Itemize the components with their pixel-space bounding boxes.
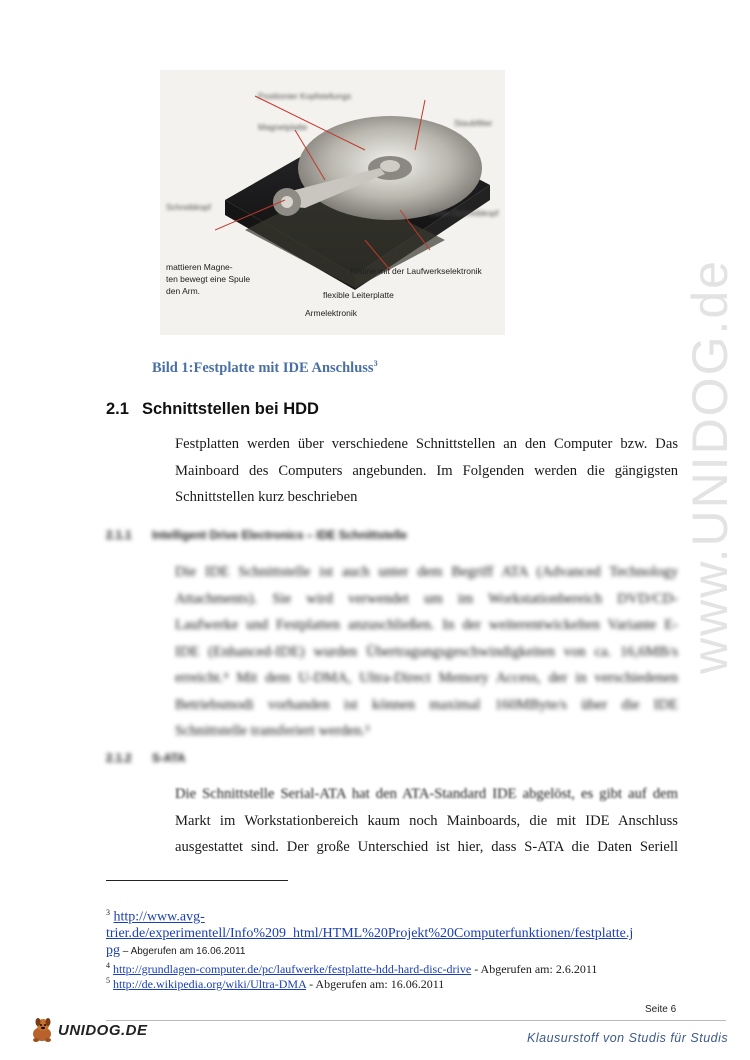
figure-label-platine: Platine mit der Laufwerkselektronik bbox=[350, 266, 482, 276]
subsection-2-title: S-ATA bbox=[152, 753, 186, 765]
figure-label-blurred-4: Lese-/Schreibkopf bbox=[430, 208, 499, 218]
footer-divider bbox=[106, 1020, 726, 1021]
figure-label-blurred-5: Schreibkopf bbox=[166, 202, 211, 212]
footnote-separator bbox=[106, 880, 288, 881]
subsection-1-line: IDE (Enhanced-IDE) wurden Übertragungsgeschwindigkeiten von ca. 16,6MB/s bbox=[175, 643, 678, 660]
footnote-3-link-1[interactable]: http://www.avg- bbox=[113, 909, 205, 925]
hard-drive-figure bbox=[160, 70, 505, 335]
footnote-5-date: - Abgerufen am: 16.06.2011 bbox=[306, 977, 445, 991]
figure-left-text-2: ten bewegt eine Spule bbox=[166, 274, 251, 284]
intro-line: Schnittstellen kurz beschrieben bbox=[175, 489, 358, 505]
footnote-4-number: 4 bbox=[106, 961, 110, 970]
subsection-1-paragraph bbox=[175, 559, 678, 745]
figure-label-blurred-3: Staubfilter bbox=[454, 118, 493, 128]
page-number: Seite 6 bbox=[645, 1004, 677, 1015]
figure-left-text-3: den Arm. bbox=[166, 286, 201, 296]
footnote-3-link-3[interactable]: pg bbox=[106, 942, 120, 958]
unidog-logo[interactable] bbox=[28, 1016, 148, 1044]
footnote-4-link[interactable]: http://grundlagen-computer.de/pc/laufwerke/festplatte-hdd-hard-disc-drive bbox=[113, 962, 472, 976]
subsection-2-line: Markt im Workstationbereich kaum noch Mainboards, die mit IDE Anschluss bbox=[175, 812, 678, 829]
footnote-5 bbox=[106, 973, 681, 992]
dog-icon bbox=[28, 1016, 56, 1044]
subsection-1-line: Laufwerke und Festplatten anzuschließen. In der weiterentwickelten Variante E- bbox=[175, 617, 678, 633]
figure-label-blurred-2: Magnetplatte bbox=[258, 122, 308, 132]
subsection-1-title: Intelligent Drive Electronics – IDE Schnittstelle bbox=[152, 530, 407, 542]
footnote-3-number: 3 bbox=[106, 908, 110, 917]
figure-left-text-1: mattieren Magne- bbox=[166, 262, 233, 272]
subsection-1-line: Attachments). Sie wird verwendet um im Workstationbereich DVD/CD- bbox=[175, 590, 678, 607]
intro-paragraph bbox=[175, 431, 678, 511]
footnote-3-date: – Abgerufen am 16.06.2011 bbox=[120, 945, 246, 957]
subsection-1-heading bbox=[106, 530, 407, 542]
figure-label-armelektronik: Armelektronik bbox=[305, 308, 357, 318]
caption-text: Bild 1:Festplatte mit IDE Anschluss bbox=[152, 359, 374, 376]
section-heading bbox=[106, 400, 319, 419]
section-title: Schnittstellen bei HDD bbox=[142, 400, 319, 418]
subsection-2-number: 2.1.2 bbox=[106, 753, 132, 765]
section-number: 2.1 bbox=[106, 400, 129, 418]
intro-line: Mainboard des Computers angebunden. Im Folgenden werden die gängigsten bbox=[175, 462, 678, 479]
logo-text: UNIDOG.DE bbox=[58, 1021, 148, 1039]
figure-label-blurred-1: Positionier Kopfstellungs bbox=[258, 91, 352, 101]
subsection-1-line: erreicht.⁴ Mit dem U-DMA, Ultra-Direct Memory Access, der in verschiedenen bbox=[175, 670, 678, 686]
subsection-1-line: Betriebsmodi vorhanden ist können maximal 160MByte/s über die IDE bbox=[175, 696, 678, 713]
subsection-1-number: 2.1.1 bbox=[106, 530, 132, 542]
footnote-3 bbox=[106, 905, 681, 960]
subsection-2-paragraph bbox=[175, 781, 678, 861]
footnote-5-number: 5 bbox=[106, 976, 110, 985]
footer-tagline: Klausurstoff von Studis für Studis bbox=[527, 1031, 729, 1045]
intro-line: Festplatten werden über verschiedene Schnittstellen an den Computer bzw. Das bbox=[175, 436, 678, 452]
subsection-2-line: Die Schnittstelle Serial-ATA hat den ATA-Standard IDE abgelöst, es gibt auf dem bbox=[175, 786, 678, 802]
footnote-4-date: - Abgerufen am: 2.6.2011 bbox=[471, 962, 598, 976]
subsection-1-line: Die IDE Schnittstelle ist auch unter dem Begriff ATA (Advanced Technology bbox=[175, 564, 678, 580]
footnote-3-link-2[interactable]: trier.de/experimentell/Info%209_html/HTML%20Projekt%20Computerfunktionen/festplatte.j bbox=[106, 925, 634, 941]
figure-label-leiterplatte: flexible Leiterplatte bbox=[323, 290, 394, 300]
subsection-2-heading bbox=[106, 753, 185, 765]
footnote-5-link[interactable]: http://de.wikipedia.org/wiki/Ultra-DMA bbox=[113, 977, 307, 991]
figure-caption bbox=[152, 359, 378, 377]
caption-footnote-ref: 3 bbox=[373, 359, 378, 368]
subsection-2-line: ausgestattet sind. Der große Unterschied ist hier, dass S-ATA die Daten Seriell bbox=[175, 839, 678, 855]
watermark: www.UNIDOG.de bbox=[682, 259, 738, 674]
subsection-1-line: Schnittstelle transferiert werden.⁵ bbox=[175, 723, 371, 739]
